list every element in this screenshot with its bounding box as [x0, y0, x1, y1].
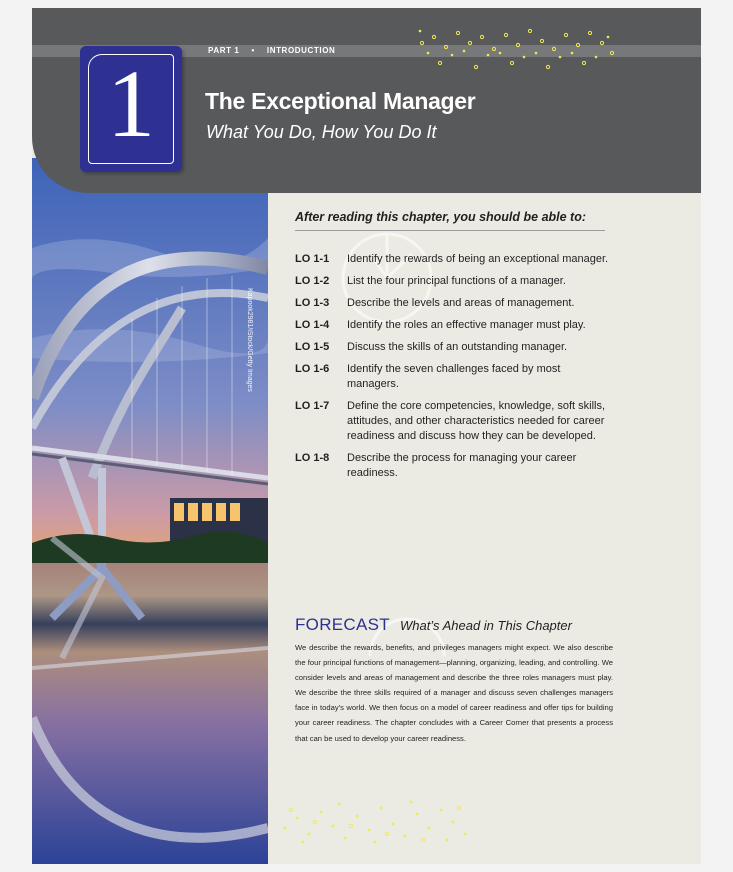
learning-objective — [295, 399, 615, 444]
learning-objective — [295, 340, 615, 355]
objective-text: Describe the process for managing your career readiness. — [347, 452, 577, 479]
learning-objective — [295, 252, 615, 267]
objective-code: LO 1-6 — [295, 363, 330, 375]
chapter-number-box — [80, 46, 182, 172]
objective-code: LO 1-4 — [295, 319, 330, 331]
objective-code: LO 1-2 — [295, 275, 330, 287]
objective-code: LO 1-8 — [295, 452, 330, 464]
learning-objective — [295, 362, 615, 392]
part-label — [208, 45, 335, 57]
objective-text: Describe the levels and areas of management. — [347, 297, 575, 309]
chapter-title: The Exceptional Manager — [205, 88, 476, 114]
forecast-subtitle: What’s Ahead in This Chapter — [399, 618, 572, 633]
decorative-dots — [412, 23, 622, 75]
objective-text: List the four principal functions of a manager. — [347, 275, 566, 287]
objective-text: Identify the seven challenges faced by most managers. — [347, 363, 561, 390]
objective-code: LO 1-3 — [295, 297, 330, 309]
objective-text: Define the core competencies, knowledge, soft skills, attitudes, and other characteristics needed for career readiness and discuss how they can be developed. — [347, 400, 606, 442]
chapter-subtitle: What You Do, How You Do It — [206, 122, 437, 142]
objective-text: Discuss the skills of an outstanding manager. — [347, 341, 568, 353]
forecast-heading — [295, 615, 572, 635]
learning-objective — [295, 296, 615, 311]
objective-text: Identify the roles an effective manager must play. — [347, 319, 586, 331]
textbook-page — [32, 8, 701, 864]
part-number: PART 1 — [208, 46, 240, 55]
learning-objective — [295, 318, 615, 333]
objectives-divider — [295, 230, 605, 231]
chapter-header — [32, 8, 701, 193]
objectives-heading: After reading this chapter, you should be able to: — [295, 210, 587, 224]
forecast-body: We describe the rewards, benefits, and privileges managers might expect. We also describe the four principal functions of management—planning, organizing, leading, and controlling. We consider levels and areas of management and describe the three roles managers must play. We describe the three skills required of a manager and discuss seven challenges managers face in today’s world. We then focus on a model of career readiness and offer tips for building your career readiness. The chapter concludes with a Career Corner that presents a process that can be used to develop your career readiness. — [295, 643, 613, 743]
forecast-title: FORECAST — [295, 615, 390, 634]
learning-objective — [295, 274, 615, 289]
learning-objectives-list — [295, 252, 615, 481]
decorative-dots-bottom — [277, 798, 477, 846]
learning-objective — [295, 451, 615, 481]
objective-code: LO 1-1 — [295, 253, 330, 265]
objective-code: LO 1-7 — [295, 400, 330, 412]
photo-credit: Kapook2981/iStock/Getty Images — [246, 288, 253, 392]
bridge-photo — [32, 158, 268, 864]
part-separator: • — [251, 46, 255, 55]
objective-code: LO 1-5 — [295, 341, 330, 353]
section-name: INTRODUCTION — [266, 46, 336, 55]
objective-text: Identify the rewards of being an exceptional manager. — [347, 253, 609, 265]
chapter-number: 1 — [107, 50, 155, 157]
